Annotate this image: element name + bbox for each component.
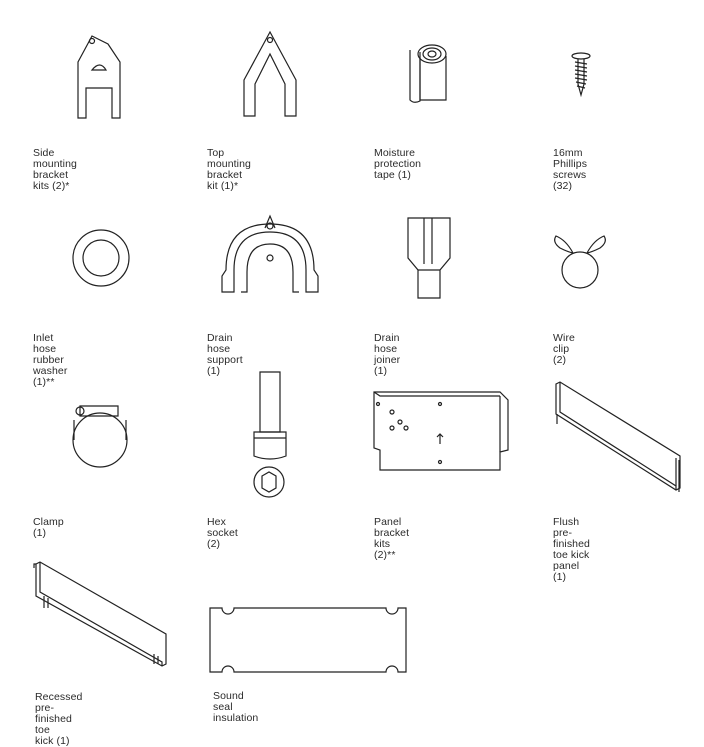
part-label: Side mounting bracket kits (2)* [33,147,77,192]
part-label: 16mm Phillips screws (32) [553,147,588,192]
part-label: Flush pre-finished toe kick panel (1) [553,516,590,583]
part-label: Inlet hose rubber washer (1)** [33,332,68,388]
part-label: Moisture protection tape (1) [374,147,422,181]
part-label: Hex socket (2) [207,516,238,550]
part-label: Wire clip (2) [553,332,575,366]
part-label: Recessed pre-finished toe kick (1) [35,691,83,747]
part-label: Sound seal insulation [213,690,259,724]
part-label: Drain hose support (1) [207,332,243,377]
part-label: Panel bracket kits (2)** [374,516,410,561]
part-label: Drain hose joiner (1) [374,332,401,377]
part-label: Top mounting bracket kit (1)* [207,147,251,192]
part-label: Clamp (1) [33,516,64,539]
